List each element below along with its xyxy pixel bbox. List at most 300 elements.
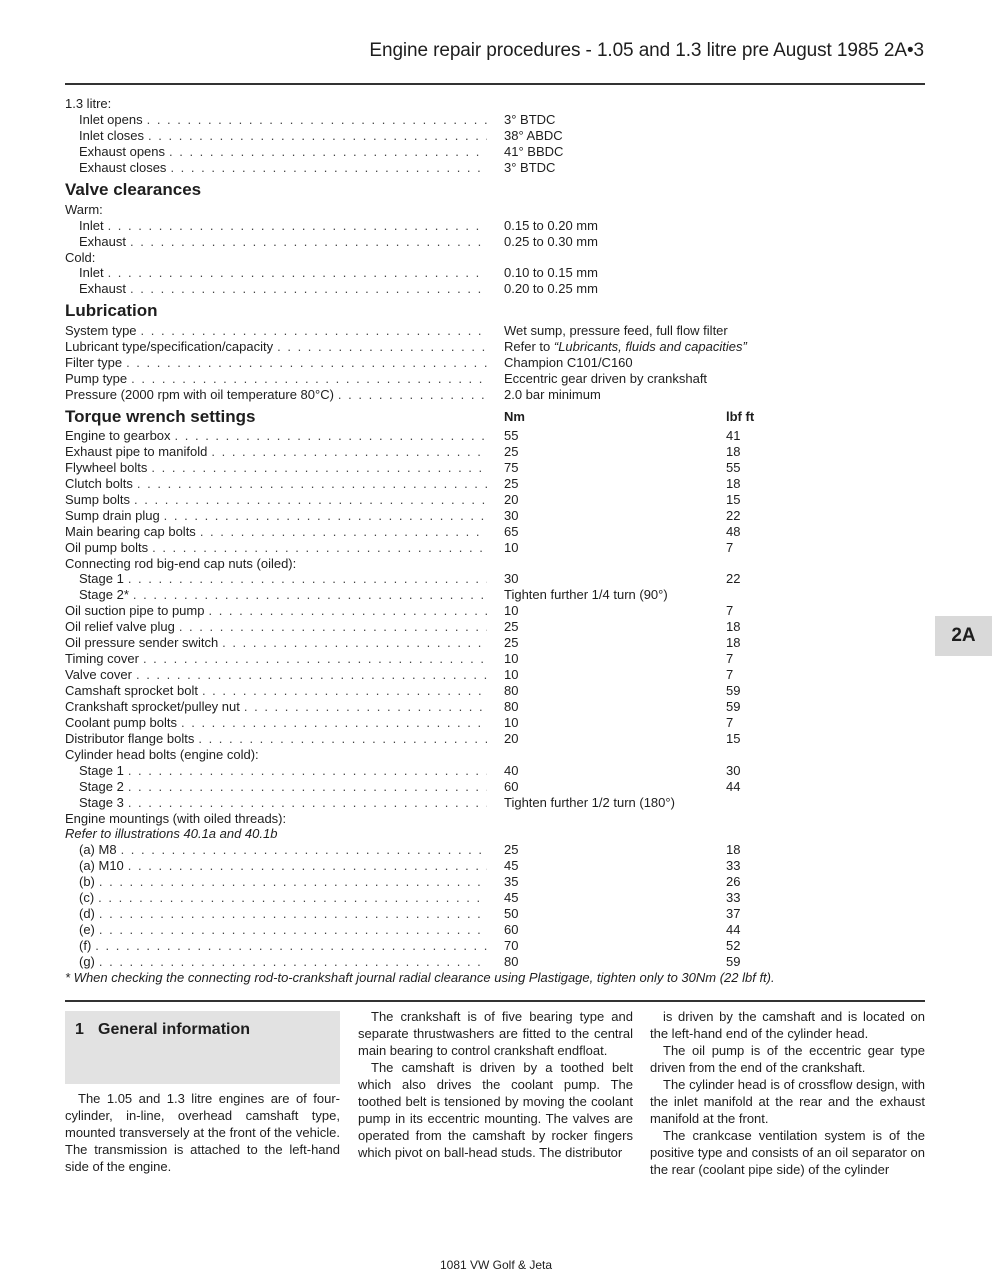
torque-header-row [65,406,925,428]
spec-value [504,281,726,297]
dot-leader [152,540,487,556]
spec-label: (a) M10 [79,858,124,874]
spec-label-cell [65,339,487,355]
spec-value [504,587,726,603]
spec-label-cell [65,556,487,572]
spec-value-text: 0.25 to 0.30 mm [504,233,598,249]
spec-row [65,556,925,572]
spec-row [65,747,925,763]
spec-label-cell [65,699,487,715]
spec-value [504,603,726,619]
lubrication-heading: Lubrication [65,301,158,321]
spec-value-text: 10 [504,539,519,555]
body-paragraph: The camshaft is driven by a toothed belt which also drives the coolant pump. The toothed belt is tensioned by moving the coolant pump in its eccentric mounting. The valves are operated from the camshaft by rocker fingers which pivot on ball-head studs. The distributor [358,1060,633,1160]
spec-label-cell [65,96,487,112]
spec-value-text: 25 [504,635,519,651]
spec-label: Stage 3 [79,794,124,810]
section-heading-box [65,1011,340,1084]
spec-value [504,842,726,858]
spec-value [504,795,726,811]
spec-label-cell [65,667,487,683]
spec-value [504,460,726,476]
spec-value [504,938,726,954]
spec-row [65,524,925,540]
spec-value-lbf: 7 [726,667,734,683]
spec-value [504,323,726,339]
spec-label-cell [65,731,487,747]
spec-value [504,699,726,715]
dot-leader [128,795,487,811]
spec-value-text: 25 [504,842,519,858]
spec-label-cell [65,128,487,144]
spec-value-text: 70 [504,938,519,953]
spec-row [65,428,925,444]
spec-row [65,795,925,811]
dot-leader [137,476,487,492]
spec-label: Pressure (2000 rpm with oil temperature 80°C) [65,387,334,403]
spec-row [65,281,925,297]
spec-value [504,428,726,444]
dot-leader [202,683,487,699]
dot-leader [277,339,487,355]
spec-label: Stage 2 [79,778,124,794]
spec-value [504,524,726,540]
torque-heading: Torque wrench settings [65,407,256,426]
spec-label-cell [65,795,487,811]
spec-value-text: 0.15 to 0.20 mm [504,217,598,233]
spec-value-text: 10 [504,667,519,683]
dot-leader [99,906,487,922]
spec-label-cell [65,144,487,160]
dot-leader [108,265,487,281]
spec-value-lbf: 22 [726,507,741,523]
spec-value-text: 80 [504,953,519,969]
section-divider-rule [65,1000,925,1002]
spec-value [504,651,726,667]
text-column-2 [358,1008,633,1161]
dot-leader [147,112,487,128]
spec-value-text: 50 [504,906,519,922]
spec-value-lbf: 22 [726,571,741,587]
spec-value-text: 35 [504,874,519,890]
dot-leader [136,667,487,683]
dot-leader [175,428,487,444]
spec-value-text: 20 [504,730,519,746]
spec-value-text: 2.0 bar minimum [504,387,601,403]
valve-clearance-rows [65,202,925,298]
dot-leader [133,587,487,603]
spec-label: (c) [79,890,95,906]
dot-leader [244,699,487,715]
spec-value-text: 55 [504,428,519,443]
spec-label-cell [65,323,487,339]
spec-label: Oil pressure sender switch [65,635,219,651]
spec-label-cell [65,218,487,234]
spec-row [65,890,925,906]
spec-label-cell [65,954,487,970]
spec-label-cell [65,715,487,731]
spec-value-lbf: 52 [726,938,741,953]
dot-leader [99,922,487,938]
spec-label: Warm: [65,201,103,217]
spec-label: Valve cover [65,667,132,683]
spec-value-lbf: 18 [726,635,741,651]
text-column-1 [65,1090,340,1175]
spec-value-text: 80 [504,683,519,698]
spec-row [65,476,925,492]
spec-row [65,826,925,842]
spec-label: Stage 1 [79,762,124,778]
dot-leader [200,524,487,540]
spec-label-cell [65,858,487,874]
dot-leader [128,779,487,795]
spec-label-cell [65,234,487,250]
torque-footnote: * When checking the connecting rod-to-crankshaft journal radial clearance using Plastigage, tighten only to 30Nm (22 lbf ft). [65,969,775,985]
dot-leader [108,218,487,234]
spec-value [504,858,726,874]
body-paragraph: The crankcase ventilation system is of the positive type and consists of an oil separator on the rear (coolant pipe side) of the cylinder [650,1128,925,1177]
spec-label: Exhaust opens [79,143,166,159]
spec-value [504,112,726,128]
spec-label: Inlet closes [79,127,145,143]
spec-value-reference: “Lubricants, fluids and capacities” [553,339,747,355]
spec-value [504,906,726,922]
body-paragraph: The crankshaft is of five bearing type and separate thrustwashers are fitted to the central main bearing to control crankshaft endfloat. [358,1009,633,1058]
spec-label: Cold: [65,249,96,265]
spec-value [504,779,726,795]
spec-value [504,954,726,970]
spec-value-text: 45 [504,858,519,874]
spec-value [504,635,726,651]
specifications-table [65,96,925,986]
spec-value-lbf: 44 [726,778,741,794]
spec-label: Connecting rod big-end cap nuts (oiled): [65,555,297,571]
spec-value [504,371,726,387]
dot-leader [98,890,487,906]
spec-label: Oil relief valve plug [65,619,175,635]
spec-row [65,492,925,508]
spec-value-lbf: 18 [726,443,741,459]
spec-label: Timing cover [65,651,139,667]
spec-value-lbf: 30 [726,762,741,778]
spec-value-lbf: 15 [726,730,741,746]
spec-label: (d) [79,906,95,922]
spec-label: Clutch bolts [65,475,133,491]
spec-value [504,874,726,890]
spec-value-lbf: 48 [726,523,741,539]
nm-column-header: Nm [504,409,525,424]
spec-row [65,938,925,954]
dot-leader [338,387,487,403]
spec-row [65,603,925,619]
spec-row [65,339,925,355]
spec-label: 1.3 litre: [65,96,112,111]
spec-label-cell [65,763,487,779]
spec-row [65,508,925,524]
dot-leader [164,508,487,524]
spec-label: Cylinder head bolts (engine cold): [65,746,259,762]
dot-leader [130,234,487,250]
spec-value [504,571,726,587]
spec-value-text: 3° BTDC [504,159,556,175]
spec-row [65,699,925,715]
spec-label: Engine mountings (with oiled threads): [65,810,287,826]
spec-row [65,202,925,218]
spec-value [504,922,726,938]
spec-row [65,371,925,387]
spec-value-lbf: 59 [726,683,741,698]
dot-leader [148,128,487,144]
spec-value-lbf: 15 [726,491,741,507]
spec-value [504,339,747,355]
spec-label-cell [65,160,487,176]
spec-label: Flywheel bolts [65,459,148,475]
spec-value-text: 41° BBDC [504,143,564,159]
spec-row [65,651,925,667]
spec-value-lbf: 33 [726,858,741,874]
spec-value-text: 10 [504,603,519,619]
spec-value-text: Eccentric gear driven by crankshaft [504,371,708,387]
dot-leader [121,842,487,858]
header-rule [65,83,925,85]
spec-row [65,954,925,970]
spec-row [65,811,925,827]
spec-label-cell [65,281,487,297]
spec-value-lbf: 7 [726,603,734,619]
spec-label-cell [65,460,487,476]
spec-value-text: 25 [504,443,519,459]
spec-label-cell [65,683,487,699]
spec-value-lbf: 18 [726,619,741,635]
spec-value [504,763,726,779]
valve-clearances-heading: Valve clearances [65,179,202,199]
spec-row [65,842,925,858]
spec-label: Exhaust closes [79,159,167,175]
spec-value-text: 65 [504,523,519,539]
body-paragraph: The oil pump is of the eccentric gear type driven from the end of the crankshaft. [650,1043,925,1075]
spec-label-cell [65,571,487,587]
valve-timing-rows [65,96,925,176]
spec-row [65,667,925,683]
spec-value [504,890,726,906]
spec-label-cell [65,747,487,763]
spec-row [65,128,925,144]
spec-label: Crankshaft sprocket/pulley nut [65,698,240,714]
section-number: 1 [75,1021,84,1038]
spec-value-text: 30 [504,571,519,587]
spec-label-cell [65,922,487,938]
spec-label: Filter type [65,355,123,371]
spec-value-text: Tighten further 1/2 turn (180°) [504,794,675,810]
spec-row [65,619,925,635]
spec-label: (e) [79,922,95,938]
spec-value-text: 60 [504,922,519,938]
spec-label: (f) [79,938,92,953]
spec-row [65,906,925,922]
spec-value-text: Refer to [504,339,554,355]
spec-value-lbf: 7 [726,651,734,667]
spec-row [65,540,925,556]
spec-value-text: 30 [504,507,519,523]
spec-value [504,387,726,403]
spec-value-lbf: 7 [726,539,734,555]
spec-label-cell [65,890,487,906]
spec-label: Distributor flange bolts [65,730,195,746]
spec-row [65,144,925,160]
dot-leader [130,281,487,297]
spec-value [504,492,726,508]
spec-value [504,619,726,635]
spec-value [504,218,726,234]
dot-leader [211,444,487,460]
spec-label-cell [65,355,487,371]
dot-leader [134,492,487,508]
spec-label: (b) [79,874,95,890]
dot-leader [170,160,487,176]
spec-label-cell [65,492,487,508]
spec-value-lbf: 26 [726,874,741,890]
spec-row [65,444,925,460]
spec-value-text: 45 [504,890,519,906]
spec-label: Exhaust pipe to manifold [65,443,208,459]
spec-value-text: 80 [504,698,519,714]
spec-row [65,858,925,874]
spec-value-text: Champion C101/C160 [504,355,633,371]
spec-label: Stage 1 [79,571,124,587]
spec-label-cell [65,387,487,403]
spec-row [65,112,925,128]
spec-row [65,460,925,476]
dot-leader [99,874,487,890]
spec-value-text: 75 [504,459,519,475]
spec-label: Inlet [79,265,104,281]
spec-label-cell [65,540,487,556]
spec-value-text: 0.20 to 0.25 mm [504,281,598,297]
spec-row [65,715,925,731]
spec-value-text: Wet sump, pressure feed, full flow filter [504,323,728,339]
spec-label-cell [65,508,487,524]
body-paragraph: is driven by the camshaft and is located on the left-hand end of the cylinder head. [650,1009,925,1041]
spec-value-text: 10 [504,651,519,667]
spec-label-cell [65,651,487,667]
page-footer: 1081 VW Golf & Jeta [439,1258,553,1272]
chapter-tab: 2A [935,616,992,656]
spec-label: Oil suction pipe to pump [65,603,205,619]
spec-value-text: 25 [504,475,519,491]
dot-leader [99,954,487,970]
spec-row [65,587,925,603]
spec-value-lbf: 59 [726,698,741,714]
spec-label-cell [65,524,487,540]
spec-value-text: 40 [504,762,519,778]
spec-label-cell [65,842,487,858]
dot-leader [95,938,487,954]
spec-row [65,874,925,890]
text-column-3 [650,1008,925,1178]
dot-leader [208,603,487,619]
dot-leader [151,460,487,476]
spec-label-cell [65,906,487,922]
spec-row [65,234,925,250]
spec-label-cell [65,476,487,492]
torque-rows [65,428,925,970]
spec-value [504,476,726,492]
spec-label: Exhaust [79,281,126,297]
spec-value-text: 25 [504,619,519,635]
spec-row [65,635,925,651]
spec-label-cell [65,635,487,651]
spec-label-cell [65,874,487,890]
spec-value [504,144,726,160]
spec-row [65,250,925,266]
spec-value [504,540,726,556]
spec-label: Camshaft sprocket bolt [65,683,198,698]
spec-label-cell [65,811,487,827]
spec-label-cell [65,371,487,387]
spec-value [504,683,726,699]
spec-value-text: 20 [504,491,519,507]
dot-leader [128,763,487,779]
spec-label: Stage 2* [79,587,129,603]
spec-label-cell [65,444,487,460]
spec-label: Coolant pump bolts [65,714,178,730]
page-header-title: Engine repair procedures - 1.05 and 1.3 litre pre August 1985 2A•3 [369,40,924,61]
spec-label-cell [65,938,487,954]
spec-label: Sump drain plug [65,507,160,523]
spec-value-lbf: 55 [726,459,741,475]
spec-value-lbf: 33 [726,890,741,906]
spec-row [65,571,925,587]
dot-leader [198,731,487,747]
spec-row [65,265,925,281]
spec-value-text: 0.10 to 0.15 mm [504,265,598,281]
spec-value [504,234,726,250]
lubrication-rows [65,323,925,403]
spec-label-cell [65,428,487,444]
body-paragraph: The cylinder head is of crossflow design, with the inlet manifold at the rear and the exhaust manifold at the front. [650,1077,925,1126]
spec-label-cell [65,826,487,842]
dot-leader [222,635,487,651]
spec-label: System type [65,323,137,339]
spec-label: Inlet [79,217,104,233]
spec-label: (g) [79,953,95,969]
dot-leader [143,651,487,667]
spec-value [504,160,726,176]
spec-label: Oil pump bolts [65,539,149,555]
spec-value [504,265,726,281]
dot-leader [181,715,487,731]
spec-value [504,715,726,731]
body-paragraph: The 1.05 and 1.3 litre engines are of four-cylinder, in-line, overhead camshaft type, mounted transversely at the front of the vehicle. The transmission is attached to the left-hand side of the engine. [65,1091,340,1174]
spec-row [65,323,925,339]
spec-value-lbf: 44 [726,922,741,938]
spec-label: Inlet opens [79,111,143,127]
spec-label: Refer to illustrations 40.1a and 40.1b [65,826,278,842]
spec-row [65,355,925,371]
spec-label-cell [65,202,487,218]
spec-label: Engine to gearbox [65,428,171,443]
spec-value [504,128,726,144]
spec-value-lbf: 41 [726,428,741,443]
spec-value-lbf: 7 [726,714,734,730]
spec-value-text: 10 [504,714,519,730]
spec-row [65,218,925,234]
spec-label-cell [65,603,487,619]
spec-row [65,731,925,747]
spec-label: (a) M8 [79,842,117,858]
spec-value [504,355,726,371]
spec-label-cell [65,112,487,128]
